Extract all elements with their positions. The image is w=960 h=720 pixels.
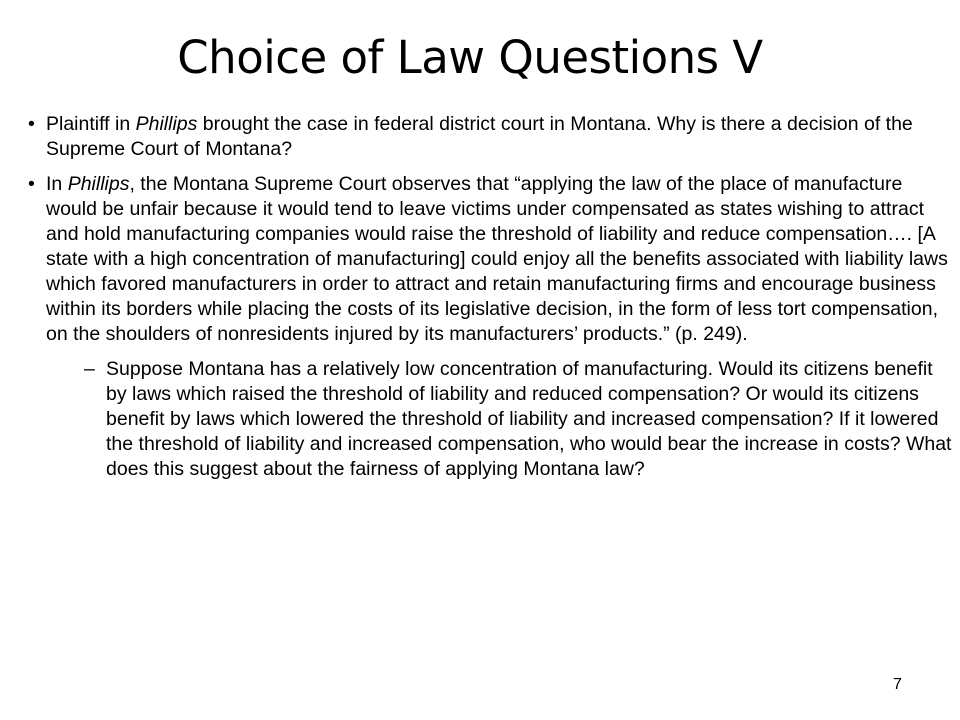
bullet-text: Plaintiff in [46, 113, 136, 135]
bullet-item-1 [28, 112, 956, 162]
case-name: Phillips [67, 173, 130, 195]
bullet-text: In [46, 173, 68, 195]
bullet-marker: • [28, 173, 35, 195]
bullet-text: , the Montana Supreme Court observes that “applying the law of the place of manufacture would be unfair because it would tend to leave victims under compensated as states wishing to attract and hold manufacturing companies would raise the threshold of liability and reduce compensation…. [A state with a high concentration of manufacturing] could enjoy all the benefits associated with liability laws which favored manufacturers in order to attract and retain manufacturing firms and encourage business within its borders while placing the costs of its legislative decision, in the form of less tort compensation, on the shoulders of nonresidents injured by its manufacturers’ products.” (p. 249). [46, 173, 948, 345]
bullet-item-2 [28, 172, 956, 482]
bullet-text: brought the case in federal district court in Montana. Why is there a decision of the Supreme Court of Montana? [46, 113, 913, 160]
bullet-marker: • [28, 113, 35, 135]
case-name: Phillips [135, 113, 198, 135]
slide-body [28, 112, 956, 482]
sub-bullet-marker: – [84, 358, 95, 380]
slide-title: Choice of Law Questions V [177, 31, 763, 84]
sub-bullet-item [46, 357, 956, 482]
page-number: 7 [893, 676, 902, 693]
sub-bullet-text: Suppose Montana has a relatively low concentration of manufacturing. Would its citizens benefit by laws which raised the threshold of liability and reduced compensation? Or would its citizens benefit by laws which lowered the threshold of liability and increased compensation? If it lowered the threshold of liability and increased compensation, who would bear the increase in costs? What does this suggest about the fairness of applying Montana law? [106, 358, 952, 480]
